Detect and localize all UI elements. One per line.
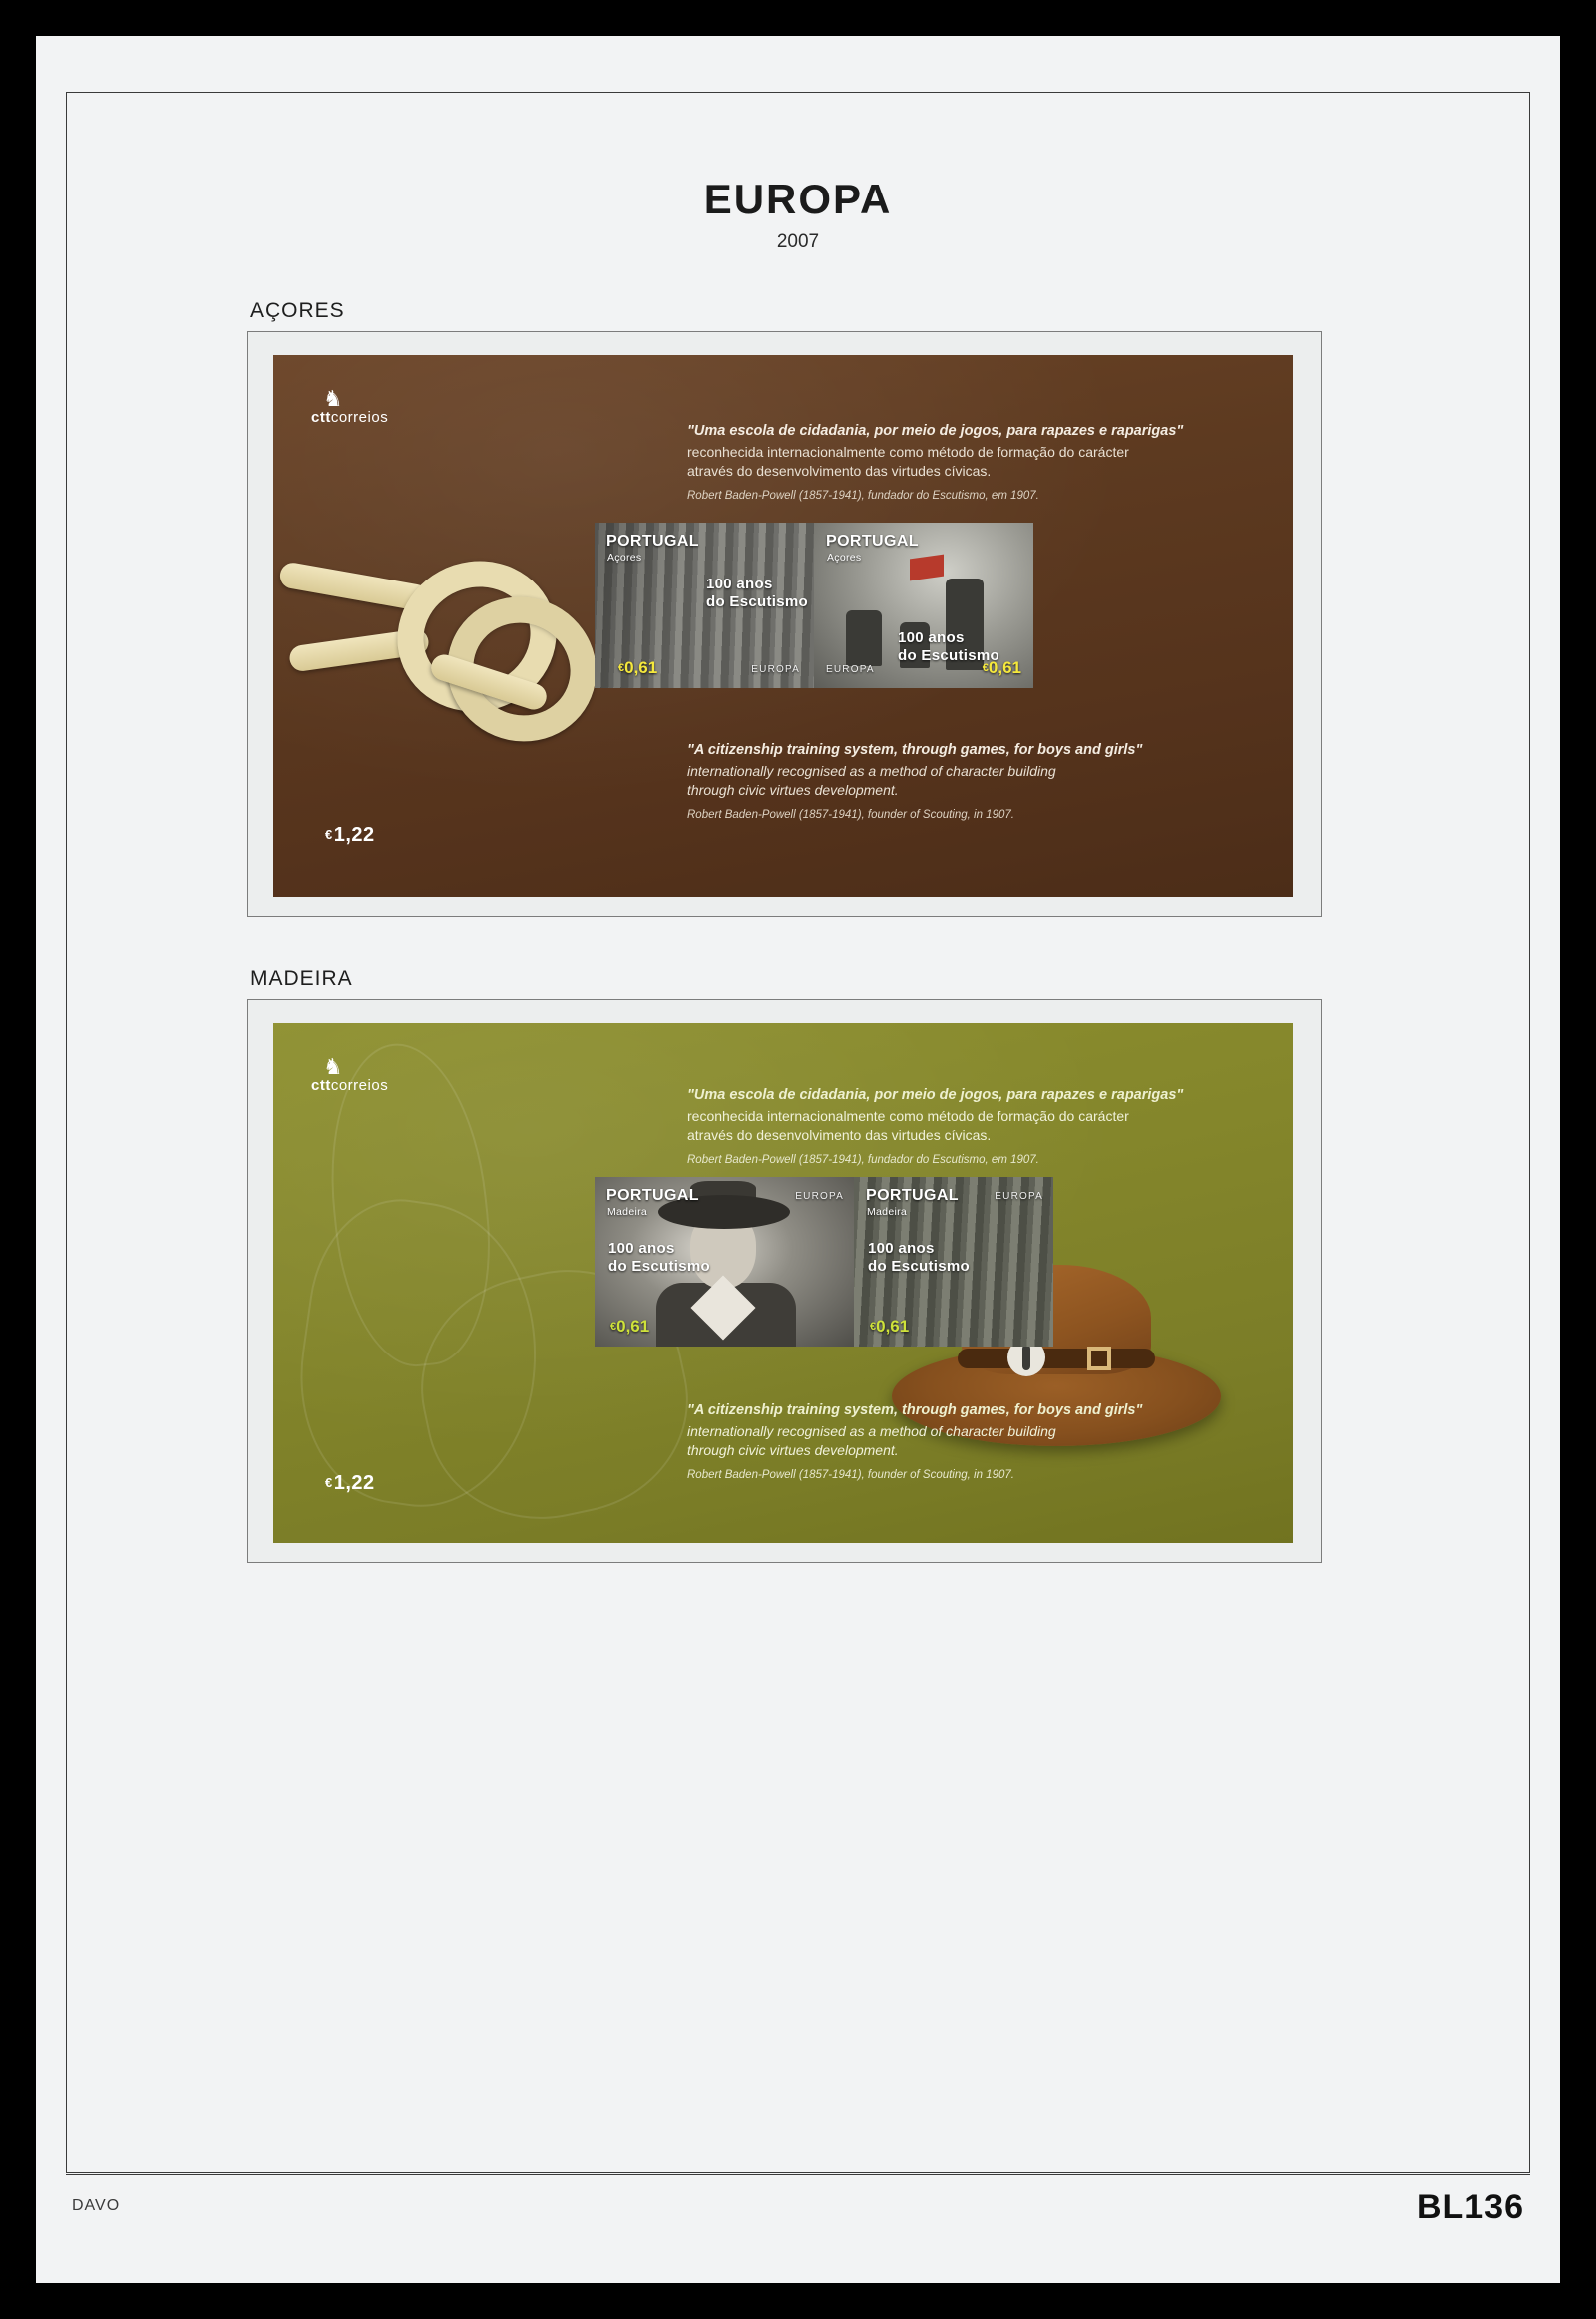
stamp-country: PORTUGAL	[826, 533, 919, 550]
section-label-acores: AÇORES	[250, 299, 345, 322]
stamp-country: PORTUGAL	[606, 1187, 699, 1204]
stamp-country: PORTUGAL	[606, 533, 699, 550]
page-year: 2007	[776, 231, 820, 252]
currency-symbol: €	[325, 1475, 333, 1490]
total-value: 1,22	[333, 824, 375, 846]
acores-pt-line2: através do desenvolvimento das virtudes cívicas.	[687, 463, 992, 480]
stamp-region: Açores	[827, 552, 862, 564]
stamp-caption-line2: do Escutismo	[898, 647, 999, 664]
acores-pt-line1: reconhecida internacionalmente como método de formação do carácter	[687, 444, 1129, 460]
stamp-value: 0,61	[876, 1317, 910, 1336]
total-value: 1,22	[333, 1472, 375, 1494]
acores-en-line1: internationally recognised as a method of character building	[687, 763, 1056, 779]
stamp-caption-line1: 100 anos	[706, 576, 773, 592]
acores-portuguese-text	[687, 421, 1206, 504]
madeira-en-line2: through civic virtues development.	[687, 1442, 899, 1459]
stamp-region: Madeira	[867, 1206, 908, 1218]
madeira-pt-line2: através do desenvolvimento das virtudes cívicas.	[687, 1127, 992, 1144]
stamp-face-value	[610, 1317, 649, 1337]
ctt-logo-word2: correios	[330, 1077, 389, 1094]
album-page	[36, 36, 1560, 2283]
stamp-face-value	[618, 658, 657, 678]
stamp-region: Madeira	[607, 1206, 648, 1218]
currency-symbol: €	[325, 827, 333, 842]
horse-rider-icon: ♞	[323, 1054, 344, 1079]
acores-en-attribution: Robert Baden-Powell (1857-1941), founder of Scouting, in 1907.	[687, 808, 1014, 821]
stamp-madeira-1	[595, 1177, 854, 1347]
stamp-caption-line2: do Escutismo	[608, 1258, 710, 1275]
stamp-region: Açores	[607, 552, 642, 564]
ctt-correios-logo	[311, 386, 389, 426]
stamp-caption-line1: 100 anos	[898, 629, 965, 646]
section-label-madeira: MADEIRA	[250, 967, 353, 990]
ctt-logo-word2: correios	[330, 409, 389, 426]
madeira-en-quote: "A citizenship training system, through games, for boys and girls"	[687, 1402, 1143, 1418]
hat-buckle	[1087, 1347, 1111, 1370]
madeira-total-face-value	[325, 1472, 375, 1495]
stamp-value: 0,61	[988, 658, 1021, 677]
ctt-logo-word1: ctt	[311, 1077, 331, 1094]
europa-mark: EUROPA	[995, 1191, 1043, 1202]
europa-mark: EUROPA	[751, 664, 800, 675]
stamp-face-value	[870, 1317, 909, 1337]
ctt-logo-word1: ctt	[311, 409, 331, 426]
currency-symbol: €	[618, 662, 625, 674]
acores-en-line2: through civic virtues development.	[687, 782, 899, 799]
stamp-country: PORTUGAL	[866, 1187, 959, 1204]
stamp-caption-line2: do Escutismo	[706, 593, 808, 610]
stamp-value: 0,61	[616, 1317, 650, 1336]
currency-symbol: €	[870, 1321, 877, 1333]
ctt-correios-logo	[311, 1054, 389, 1094]
stamp-madeira-2	[854, 1177, 1053, 1347]
acores-pt-quote: "Uma escola de cidadania, por meio de jogos, para rapazes e raparigas"	[687, 423, 1184, 439]
madeira-portuguese-text	[687, 1085, 1206, 1168]
stamp-acores-2	[814, 523, 1033, 688]
stamp-caption-line1: 100 anos	[868, 1240, 935, 1257]
footer-page-code: BL136	[1416, 2188, 1524, 2226]
madeira-en-line1: internationally recognised as a method of character building	[687, 1423, 1056, 1439]
page-title: EUROPA	[703, 176, 893, 222]
flag-icon	[910, 555, 944, 581]
madeira-pt-quote: "Uma escola de cidadania, por meio de jogos, para rapazes e raparigas"	[687, 1087, 1184, 1103]
stamp-face-value	[983, 658, 1021, 678]
stamp-caption-line1: 100 anos	[608, 1240, 675, 1257]
souvenir-sheet-madeira	[273, 1023, 1293, 1543]
acores-total-face-value	[325, 824, 375, 847]
horse-rider-icon: ♞	[323, 386, 344, 411]
stamp-value: 0,61	[624, 658, 658, 677]
footer-divider	[66, 2174, 1530, 2175]
madeira-pt-line1: reconhecida internacionalmente como método de formação do carácter	[687, 1108, 1129, 1124]
europa-mark: EUROPA	[826, 664, 875, 675]
madeira-pt-attribution: Robert Baden-Powell (1857-1941), fundador do Escutismo, em 1907.	[687, 1153, 1039, 1166]
europa-mark: EUROPA	[795, 1191, 844, 1202]
souvenir-sheet-acores	[273, 355, 1293, 897]
madeira-english-text	[687, 1400, 1206, 1483]
madeira-en-attribution: Robert Baden-Powell (1857-1941), founder of Scouting, in 1907.	[687, 1468, 1014, 1481]
stamp-caption-line2: do Escutismo	[868, 1258, 970, 1275]
acores-en-quote: "A citizenship training system, through games, for boys and girls"	[687, 742, 1143, 758]
acores-pt-attribution: Robert Baden-Powell (1857-1941), fundador do Escutismo, em 1907.	[687, 489, 1039, 502]
footer-brand: DAVO	[72, 2197, 121, 2214]
hat-band	[958, 1349, 1155, 1368]
rope-knot-illustration	[279, 520, 608, 749]
scout-figure	[846, 610, 882, 666]
acores-english-text	[687, 740, 1206, 823]
currency-symbol: €	[610, 1321, 617, 1333]
stamp-acores-1	[595, 523, 814, 688]
currency-symbol: €	[982, 662, 989, 674]
